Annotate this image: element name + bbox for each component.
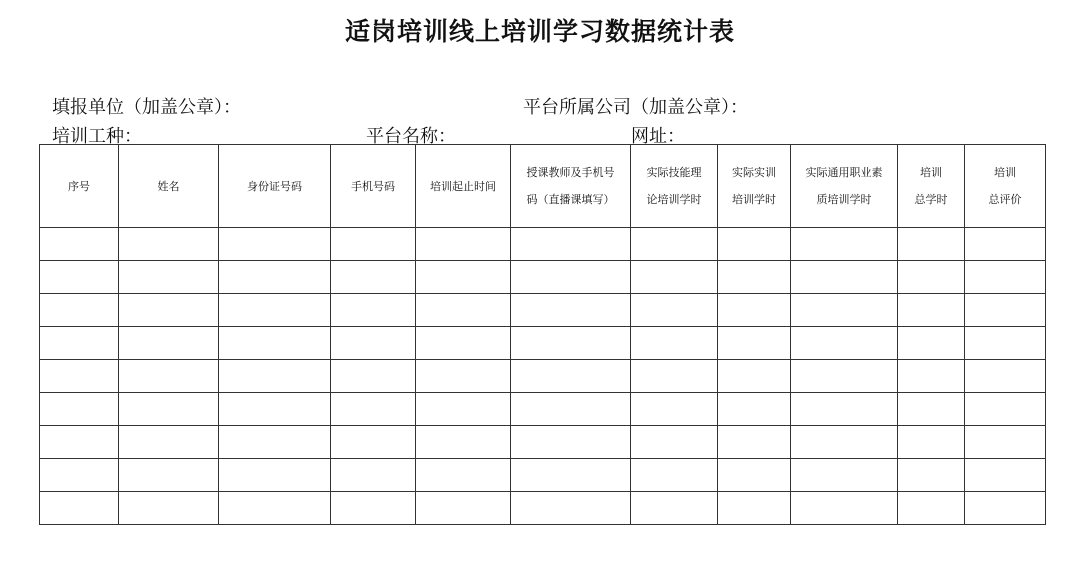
table-cell (511, 360, 631, 393)
table-cell (119, 294, 219, 327)
table-cell (791, 228, 898, 261)
table-cell (965, 492, 1046, 525)
table-body (40, 228, 1046, 525)
table-cell (331, 294, 416, 327)
table-cell (331, 228, 416, 261)
table-cell (119, 228, 219, 261)
table-cell (965, 228, 1046, 261)
table-cell (965, 360, 1046, 393)
table-cell (631, 426, 718, 459)
table-cell (718, 360, 791, 393)
table-cell (416, 459, 511, 492)
table-cell (718, 393, 791, 426)
table-cell (718, 426, 791, 459)
table-cell (718, 492, 791, 525)
table-cell (511, 393, 631, 426)
column-header-phone: 手机号码 (331, 145, 416, 228)
table-cell (40, 426, 119, 459)
statistics-table (39, 144, 1046, 525)
table-cell (511, 492, 631, 525)
table-cell (40, 360, 119, 393)
table-cell (416, 261, 511, 294)
table-cell (331, 360, 416, 393)
table-cell (219, 261, 331, 294)
table-cell (219, 327, 331, 360)
table-cell (416, 393, 511, 426)
column-header-teacher-phone: 授课教师及手机号 码（直播课填写） (511, 145, 631, 228)
table-cell (511, 426, 631, 459)
table-cell (718, 261, 791, 294)
table-cell (511, 327, 631, 360)
table-cell (898, 228, 965, 261)
table-cell (898, 492, 965, 525)
table-cell (791, 459, 898, 492)
table-cell (791, 261, 898, 294)
table-cell (631, 393, 718, 426)
table-cell (331, 492, 416, 525)
table-row (40, 360, 1046, 393)
training-type-label: 培训工种： (52, 126, 142, 147)
table-header-row (40, 145, 1046, 228)
table-cell (40, 459, 119, 492)
table-cell (331, 327, 416, 360)
table-cell (965, 426, 1046, 459)
table-row (40, 327, 1046, 360)
table-cell (331, 261, 416, 294)
table-cell (40, 393, 119, 426)
platform-company-label: 平台所属公司（加盖公章）： (523, 97, 748, 118)
table-cell (791, 294, 898, 327)
table-cell (331, 459, 416, 492)
table-cell (511, 261, 631, 294)
table-cell (119, 492, 219, 525)
table-cell (40, 261, 119, 294)
column-header-total-evaluation: 培训 总评价 (965, 145, 1046, 228)
column-header-index: 序号 (40, 145, 119, 228)
table-cell (219, 426, 331, 459)
table-cell (791, 426, 898, 459)
table-row (40, 228, 1046, 261)
table-cell (718, 294, 791, 327)
table-cell (791, 327, 898, 360)
page-title: 适岗培训线上培训学习数据统计表 (344, 17, 735, 46)
table-cell (219, 492, 331, 525)
table-cell (965, 261, 1046, 294)
table-cell (119, 393, 219, 426)
column-header-name: 姓名 (119, 145, 219, 228)
table-cell (965, 459, 1046, 492)
table-row (40, 393, 1046, 426)
table-row (40, 426, 1046, 459)
column-header-general-hours: 实际通用职业素 质培训学时 (791, 145, 898, 228)
platform-name-label: 平台名称： (366, 126, 456, 147)
table-cell (219, 360, 331, 393)
table-cell (511, 228, 631, 261)
table-cell (119, 327, 219, 360)
table-cell (511, 459, 631, 492)
table-cell (219, 459, 331, 492)
table-cell (40, 294, 119, 327)
table-cell (416, 492, 511, 525)
table-cell (40, 492, 119, 525)
table-cell (631, 360, 718, 393)
column-header-practical-hours: 实际实训 培训学时 (718, 145, 791, 228)
table-cell (631, 261, 718, 294)
table-cell (511, 294, 631, 327)
table-cell (631, 294, 718, 327)
table-cell (898, 360, 965, 393)
table-cell (631, 228, 718, 261)
table-cell (331, 426, 416, 459)
table-row (40, 492, 1046, 525)
table-cell (791, 393, 898, 426)
table-cell (416, 327, 511, 360)
table-cell (416, 426, 511, 459)
table-cell (718, 459, 791, 492)
table-cell (40, 327, 119, 360)
table-cell (631, 492, 718, 525)
website-label: 网址： (631, 126, 685, 147)
table-cell (119, 360, 219, 393)
table-cell (219, 228, 331, 261)
column-header-total-hours: 培训 总学时 (898, 145, 965, 228)
table-cell (718, 228, 791, 261)
table-cell (631, 459, 718, 492)
table-row (40, 459, 1046, 492)
column-header-theory-hours: 实际技能理 论培训学时 (631, 145, 718, 228)
table-cell (898, 393, 965, 426)
table-cell (791, 360, 898, 393)
column-header-training-period: 培训起止时间 (416, 145, 511, 228)
table-cell (898, 294, 965, 327)
table-cell (219, 294, 331, 327)
table-cell (898, 426, 965, 459)
table-cell (331, 393, 416, 426)
table-cell (119, 426, 219, 459)
reporting-unit-label: 填报单位（加盖公章）： (52, 97, 241, 118)
table-cell (416, 360, 511, 393)
table-cell (898, 459, 965, 492)
table-cell (119, 459, 219, 492)
table-cell (965, 393, 1046, 426)
table-cell (119, 261, 219, 294)
table-cell (898, 261, 965, 294)
table-cell (898, 327, 965, 360)
table-cell (631, 327, 718, 360)
table-row (40, 294, 1046, 327)
table-cell (416, 294, 511, 327)
table-cell (965, 294, 1046, 327)
column-header-id-number: 身份证号码 (219, 145, 331, 228)
table-cell (791, 492, 898, 525)
table-cell (40, 228, 119, 261)
table-cell (219, 393, 331, 426)
table-cell (718, 327, 791, 360)
table-cell (416, 228, 511, 261)
table-row (40, 261, 1046, 294)
table-cell (965, 327, 1046, 360)
